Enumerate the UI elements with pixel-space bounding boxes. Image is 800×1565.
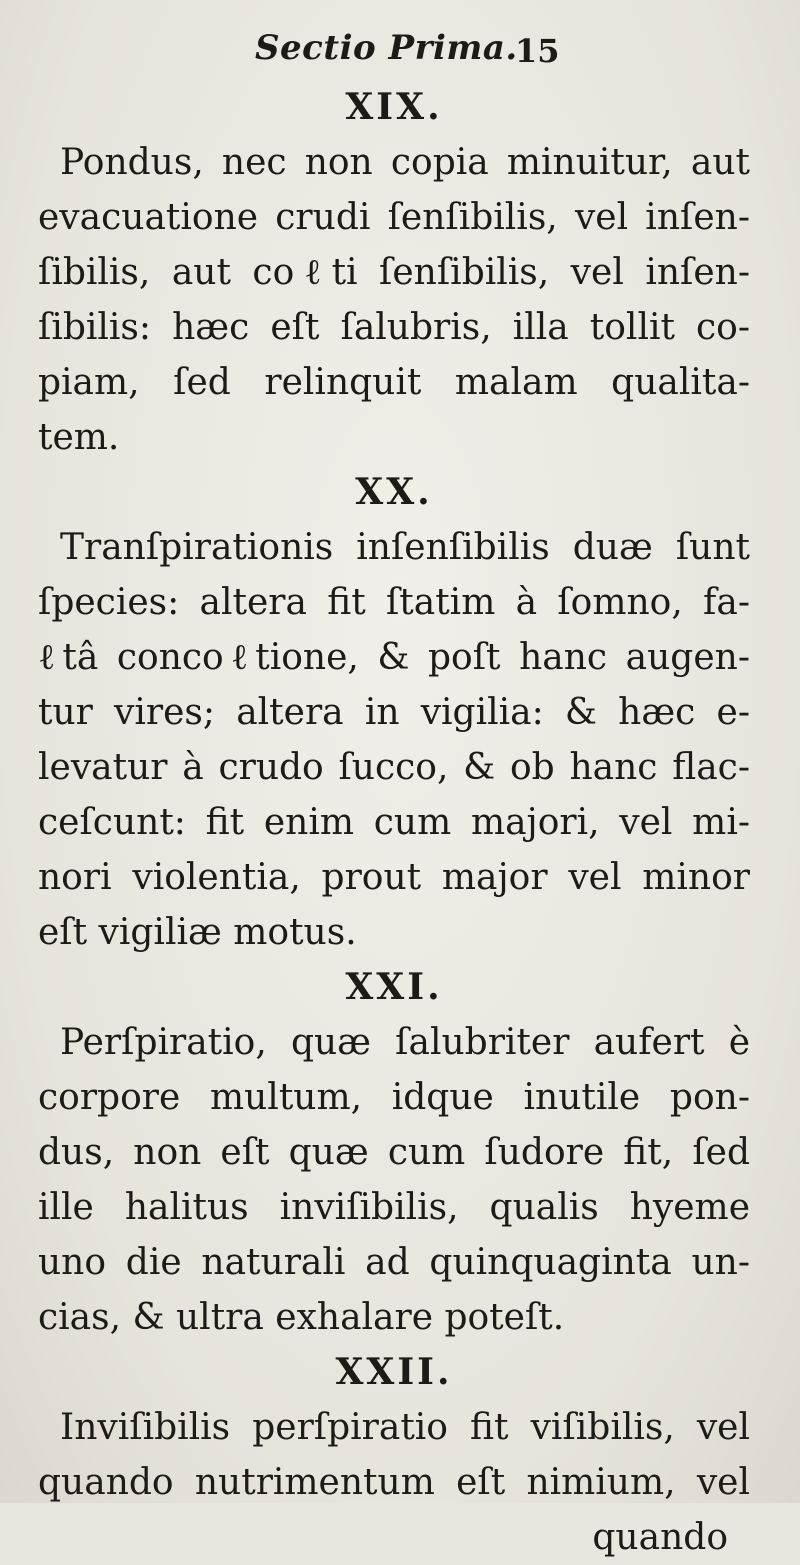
section-heading-xx: XX. [355, 471, 433, 513]
text-line: evacuatione crudi ſenſibilis, vel inſen- [38, 197, 750, 238]
text-line: ℓtâ concoℓtione, & poſt hanc augen- [38, 637, 750, 678]
text-line: ſibilis, aut coℓti ſenſibilis, vel inſen- [38, 252, 750, 293]
text-line: Pondus, nec non copia minuitur, aut [60, 142, 750, 183]
text-line: ille halitus inviſibilis, qualis hyeme [38, 1187, 750, 1228]
section-heading-xix: XIX. [345, 86, 443, 128]
text-block [38, 80, 778, 1565]
text-line: ſibilis: hæc eſt ſalubris, illa tollit co- [38, 307, 750, 348]
catchword: quando [592, 1517, 728, 1558]
text-line: piam, ſed relinquit malam qualita- [38, 362, 750, 403]
text-line: quando nutrimentum eſt nimium, vel [38, 1462, 750, 1503]
text-line: tur vires; altera in vigilia: & hæc e- [38, 692, 750, 733]
text-line: ſpecies: altera fit ſtatim à ſomno, fa- [38, 582, 750, 623]
text-line: Tranſpirationis inſenſibilis duæ ſunt [60, 527, 750, 568]
text-line: tem. [38, 417, 120, 458]
text-line: nori violentia, prout major vel minor [38, 857, 750, 898]
page-number: 15 [515, 32, 560, 70]
text-line: uno die naturali ad quinquaginta un- [38, 1242, 750, 1283]
section-heading-xxii: XXII. [335, 1351, 453, 1393]
text-line: corpore multum, idque inutile pon- [38, 1077, 750, 1118]
text-line: ceſcunt: fit enim cum majori, vel mi- [38, 802, 750, 843]
running-title: Sectio Prima. [255, 28, 518, 68]
page-header [0, 28, 800, 78]
text-line: dus, non eſt quæ cum ſudore fit, ſed [38, 1132, 750, 1173]
section-heading-xxi: XXI. [345, 966, 443, 1008]
text-line: eſt vigiliæ motus. [38, 912, 357, 953]
text-line: levatur à crudo ſucco, & ob hanc flac- [38, 747, 750, 788]
text-line: cias, & ultra exhalare poteſt. [38, 1297, 565, 1338]
text-line: Perſpiratio, quæ ſalubriter aufert è [60, 1022, 750, 1063]
text-line: Inviſibilis perſpiratio fit viſibilis, vel [60, 1407, 750, 1448]
